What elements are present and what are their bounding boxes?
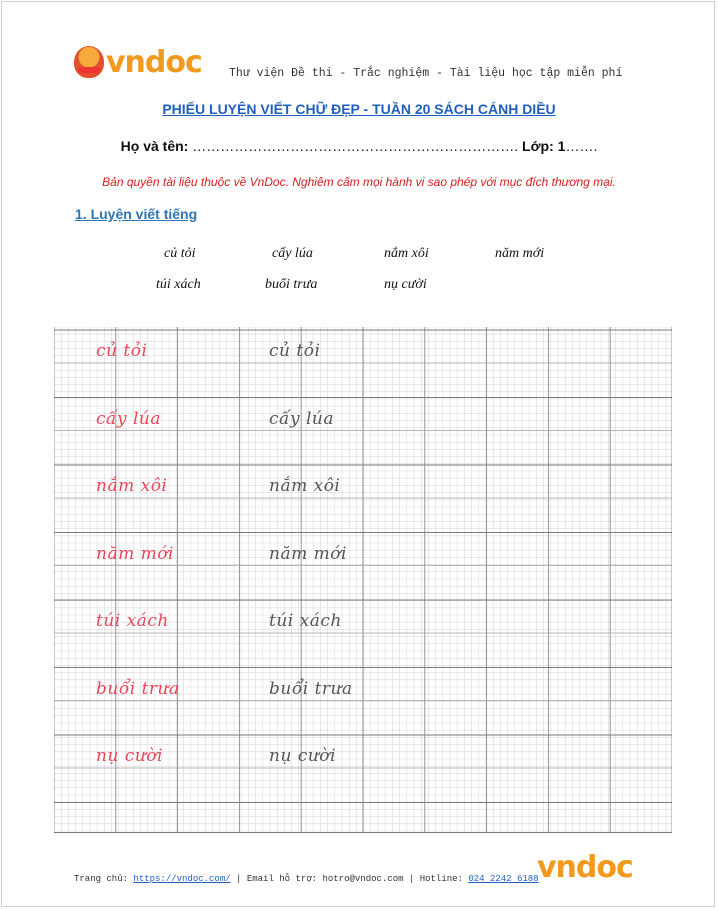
footer-home-link[interactable]: https://vndoc.com/ [133, 874, 231, 884]
model-word: buổi trưa [96, 678, 180, 699]
word-item: buổi trưa [265, 277, 318, 292]
word-item: nụ cười [384, 277, 427, 292]
header-tagline: Thư viện Đề thi - Trắc nghiệm - Tài liệu học tập miễn phí [229, 67, 623, 80]
model-word: cấy lúa [96, 408, 161, 429]
name-class-line [0, 138, 718, 154]
footer-hotline[interactable]: 024 2242 6188 [468, 874, 539, 884]
model-word: nắm xôi [96, 476, 168, 496]
page-header [74, 44, 644, 84]
section-heading: 1. Luyện viết tiếng [75, 206, 198, 222]
model-word: củ tỏi [96, 341, 148, 361]
model-word: túi xách [96, 611, 169, 631]
footer-sep: | [408, 874, 415, 884]
name-dots: ……………………………………………………………. [192, 138, 519, 154]
trace-word: cấy lúa [269, 408, 334, 429]
page-footer [74, 874, 539, 884]
word-item: năm mới [495, 246, 545, 261]
trace-word: nắm xôi [269, 476, 341, 496]
page-title: PHIẾU LUYỆN VIẾT CHỮ ĐẸP - TUẦN 20 SÁCH CÁNH DIỀU [162, 101, 556, 117]
footer-email[interactable]: hotro@vndoc.com [322, 874, 404, 884]
trace-word: củ tỏi [269, 341, 321, 361]
model-word: nụ cười [96, 746, 163, 766]
footer-logo[interactable]: vndoc [537, 850, 633, 885]
trace-word: túi xách [269, 611, 342, 631]
mascot-icon [74, 46, 104, 78]
word-item: củ tỏi [164, 246, 196, 261]
footer-hotline-label: Hotline: [419, 874, 463, 884]
name-label: Họ và tên: [120, 138, 189, 154]
trace-word: buổi trưa [269, 678, 353, 699]
logo-text: vndoc [106, 44, 202, 80]
word-item: nắm xôi [384, 246, 429, 261]
trace-word: năm mới [269, 543, 347, 564]
model-word: năm mới [96, 543, 174, 564]
class-dots: ……. [565, 138, 598, 154]
vndoc-logo[interactable] [74, 44, 202, 80]
word-item: cấy lúa [272, 246, 313, 261]
footer-home-label: Trang chủ: [74, 874, 129, 884]
class-label: Lớp: 1 [522, 138, 566, 154]
trace-word: nụ cười [269, 746, 336, 766]
word-item: túi xách [156, 277, 201, 292]
copyright-notice: Bản quyền tài liệu thuộc về VnDoc. Nghiêm cấm mọi hành vi sao phép với mục đích thương mại. [102, 175, 616, 189]
footer-email-label: Email hỗ trợ: [246, 874, 318, 884]
footer-sep: | [236, 874, 242, 884]
practice-grid[interactable] [54, 327, 672, 833]
